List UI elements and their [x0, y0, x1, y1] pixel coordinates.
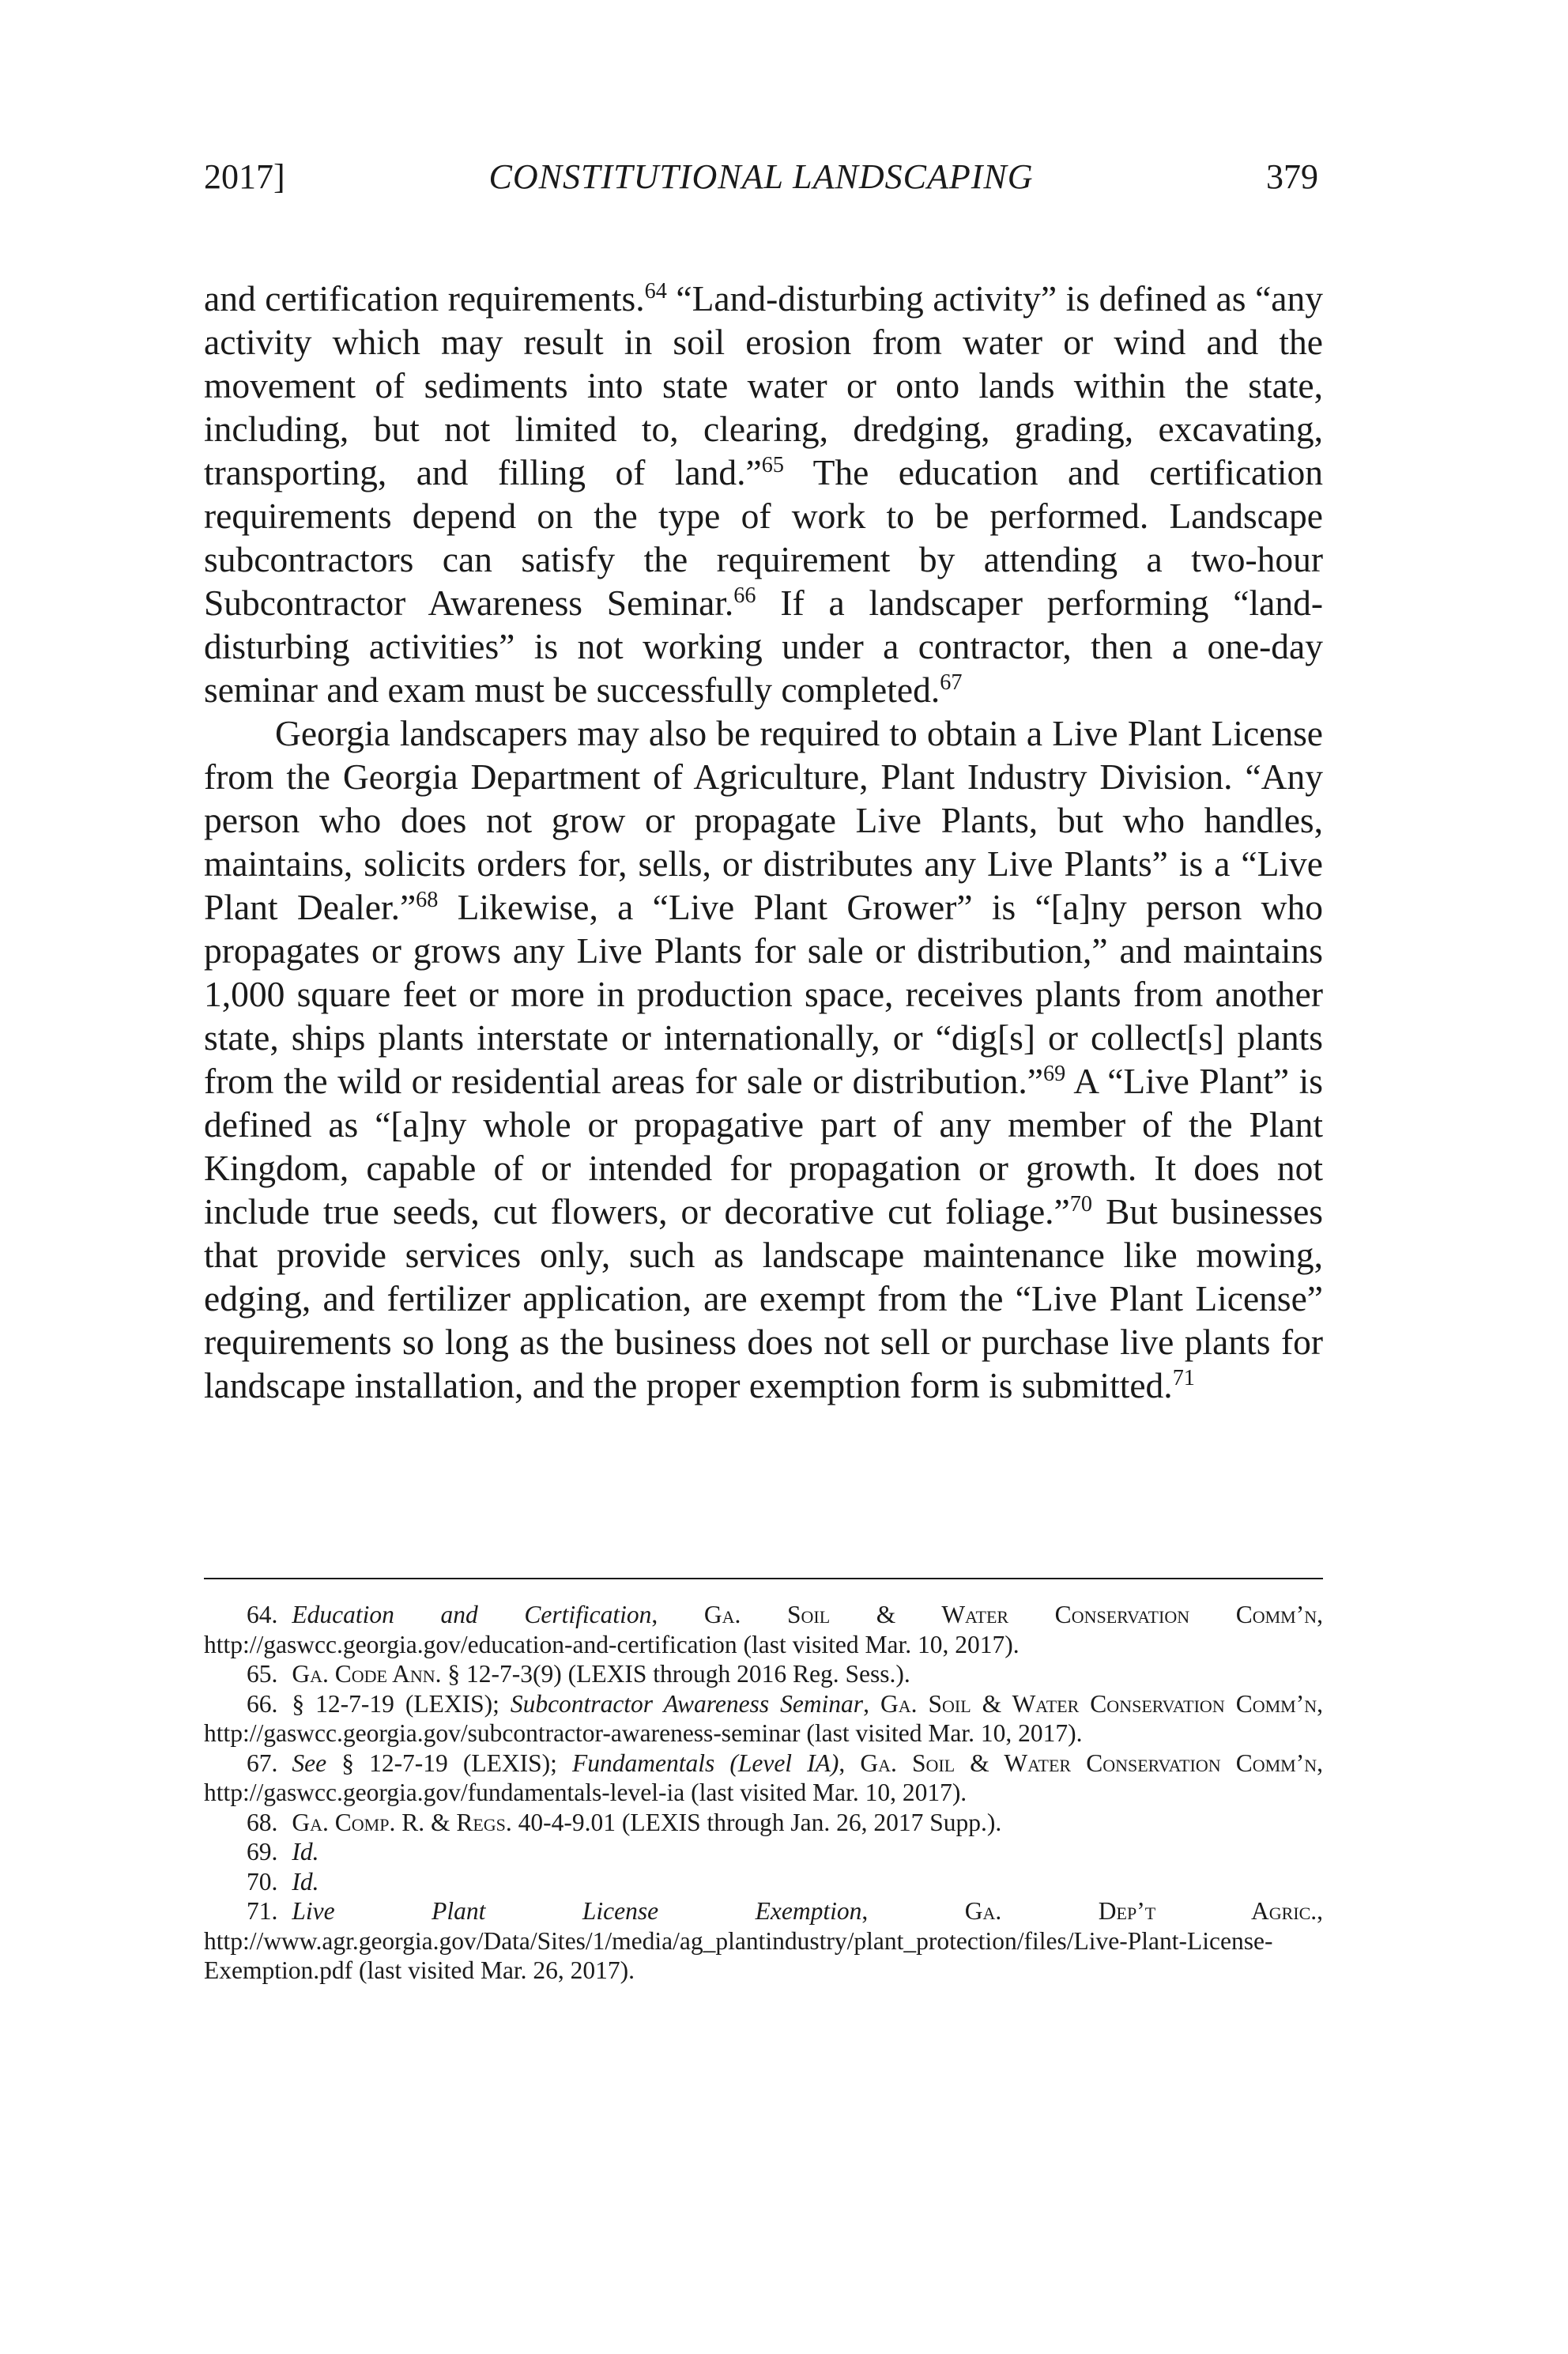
- text-run: 40-4-9.01 (LEXIS through Jan. 26, 2017 Supp.).: [511, 1808, 1002, 1836]
- footnote-67: [204, 1749, 1323, 1808]
- text-run: If a landscaper performing “land-disturbing activities” is not working under a contractor, then a one-day seminar and exam must be successfully completed.: [204, 583, 1323, 710]
- footnote-ref-64: 64: [644, 278, 667, 304]
- footnote-70: [204, 1867, 1323, 1897]
- citation-url: , http://gaswcc.georgia.gov/education-and-certification (last visited Mar. 10, 2017).: [204, 1601, 1323, 1658]
- running-header: [204, 157, 1318, 204]
- footnotes: [204, 1600, 1323, 1986]
- text-run: ,: [839, 1749, 861, 1777]
- footnote-number: 68.: [247, 1808, 278, 1836]
- footnote-64: [204, 1600, 1323, 1659]
- footnote-number: 70.: [247, 1867, 278, 1896]
- footnote-ref-70: 70: [1069, 1191, 1092, 1217]
- footnote-71: [204, 1896, 1323, 1986]
- citation-source: Ga. Soil & Water Conservation Comm’n: [880, 1689, 1317, 1718]
- citation-title: Live Plant License Exemption: [292, 1897, 862, 1925]
- page-number: 379: [1266, 157, 1318, 196]
- citation-title: Subcontractor Awareness Seminar: [510, 1689, 864, 1718]
- footnote-66: [204, 1689, 1323, 1749]
- text-run: ,: [861, 1897, 965, 1925]
- text-run: But businesses that provide services only, such as landscape maintenance like mowing, edging, and fertilizer application, are exempt from the “Live Plant License” requirements so long as the business does not sell or purchase live plants for landscape installation, and the proper exemption form is submitted.: [204, 1191, 1323, 1405]
- text-run: “Land-disturbing activity” is defined as “any activity which may result in soil erosion from water or wind and the movement of sediments into state water or onto lands within the state, including, but not limited to, clearing, dredging, grading, excavating, transporting, and filling of land.”: [204, 278, 1323, 492]
- citation-source: Ga. Soil & Water Conservation Comm’n: [703, 1601, 1317, 1628]
- text-run: A “Live Plant” is defined as “[a]ny whole or propagative part of any member of the Plant Kingdom, capable of or intended for propagation or growth. It does not include true seeds, cut flowers, or decorative cut foliage.”: [204, 1061, 1323, 1232]
- header-volume-year: 2017]: [204, 157, 285, 196]
- text-run: ,: [651, 1601, 704, 1628]
- footnote-ref-69: 69: [1043, 1061, 1066, 1086]
- header-article-title: CONSTITUTIONAL LANDSCAPING: [488, 157, 1034, 196]
- footnote-number: 67.: [247, 1749, 278, 1777]
- footnote-number: 64.: [247, 1601, 278, 1628]
- citation-url: , http://gaswcc.georgia.gov/subcontractor-awareness-seminar (last visited Mar. 10, 2017).: [204, 1689, 1323, 1747]
- text-run: § 12-7-3(9) (LEXIS through 2016 Reg. Sess.).: [441, 1660, 910, 1688]
- citation-source: Ga. Code Ann.: [292, 1660, 442, 1688]
- text-run: ,: [863, 1689, 880, 1718]
- signal-word: See: [292, 1749, 327, 1777]
- text-run: § 12-7-19 (LEXIS);: [326, 1749, 572, 1777]
- citation-source: Ga. Soil & Water Conservation Comm’n: [860, 1749, 1317, 1777]
- footnote-ref-71: 71: [1172, 1365, 1195, 1390]
- text-run: The education and certification requirements depend on the type of work to be performed. Landscape subcontractors can satisfy the requirement by attending a two-hour Subcontractor Awareness Seminar.: [204, 452, 1323, 623]
- text-run: Likewise, a “Live Plant Grower” is “[a]ny person who propagates or grows any Live Plants for sale or distribution,” and maintains 1,000 square feet or more in production space, receives plants from another state, ships plants interstate or internationally, or “dig[s] or collect[s] plants from the wild or residential areas for sale or distribution.”: [204, 887, 1323, 1101]
- footnote-number: 71.: [247, 1897, 278, 1925]
- citation-url: , http://gaswcc.georgia.gov/fundamentals-level-ia (last visited Mar. 10, 2017).: [204, 1749, 1323, 1806]
- footnote-number: 69.: [247, 1838, 278, 1865]
- citation-title: Education and Certification: [292, 1601, 652, 1628]
- paragraph-2: [204, 711, 1323, 1407]
- citation-url: , http://www.agr.georgia.gov/Data/Sites/1/media/ag_plantindustry/plant_protection/files/Live-Plant-License-Exemption.pdf (last visited Mar. 26, 2017).: [204, 1897, 1324, 1984]
- footnote-ref-67: 67: [940, 670, 963, 695]
- footnote-number: 66.: [247, 1689, 278, 1718]
- footnote-ref-65: 65: [761, 452, 784, 477]
- footnote-ref-68: 68: [416, 887, 439, 912]
- footnote-number: 65.: [247, 1660, 278, 1688]
- paragraph-1: [204, 277, 1323, 711]
- text-run: § 12-7-19 (LEXIS);: [292, 1689, 511, 1718]
- citation-id: Id.: [292, 1838, 319, 1865]
- footnote-ref-66: 66: [733, 583, 756, 608]
- citation-source: Ga. Dep’t Agric.: [964, 1897, 1317, 1925]
- citation-source: Ga. Comp. R. & Regs.: [292, 1808, 512, 1836]
- citation-id: Id.: [292, 1867, 319, 1896]
- text-run: and certification requirements.: [204, 278, 645, 319]
- footnote-69: [204, 1837, 1323, 1867]
- text-run: Georgia landscapers may also be required to obtain a Live Plant License from the Georgia Department of Agriculture, Plant Industry Division. “Any person who does not grow or propagate Live Plants, but who handles, maintains, solicits orders for, sells, or distributes any Live Plants” is a “Live Plant Dealer.”: [204, 713, 1323, 927]
- main-text: [204, 277, 1323, 1407]
- footnote-divider: [204, 1578, 1323, 1579]
- footnote-68: [204, 1808, 1323, 1838]
- footnote-65: [204, 1659, 1323, 1689]
- citation-title: Fundamentals (Level IA): [572, 1749, 839, 1777]
